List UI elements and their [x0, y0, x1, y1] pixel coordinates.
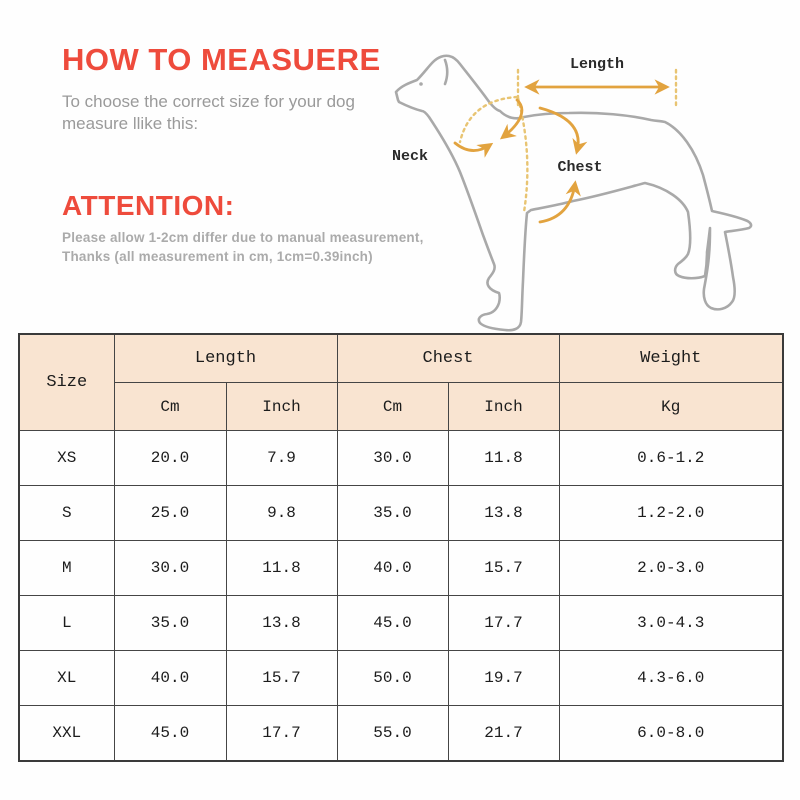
length-inch-cell: 7.9 [226, 431, 337, 486]
size-cell: XS [19, 431, 114, 486]
length-inch-cell: 9.8 [226, 486, 337, 541]
table-row [19, 541, 783, 596]
col-header-size: Size [19, 334, 114, 431]
subheader-chest-cm: Cm [337, 383, 448, 431]
chest-cm-cell: 50.0 [337, 651, 448, 706]
weight-kg-cell: 3.0-4.3 [559, 596, 783, 651]
chest-inch-cell: 15.7 [448, 541, 559, 596]
subheader-weight-kg: Kg [559, 383, 783, 431]
dog-eye [419, 82, 423, 86]
chest-cm-cell: 30.0 [337, 431, 448, 486]
attention-line2: Thanks (all measurement in cm, 1cm=0.39inch) [62, 249, 373, 264]
table-row [19, 486, 783, 541]
attention-line1: Please allow 1-2cm differ due to manual measurement, [62, 230, 424, 245]
table-row [19, 651, 783, 706]
weight-kg-cell: 0.6-1.2 [559, 431, 783, 486]
length-inch-cell: 15.7 [226, 651, 337, 706]
table-subheader-row [19, 383, 783, 431]
chest-inch-cell: 17.7 [448, 596, 559, 651]
dog-ear-line [445, 60, 447, 84]
size-cell: S [19, 486, 114, 541]
chest-cm-cell: 40.0 [337, 541, 448, 596]
subheader-length-cm: Cm [114, 383, 226, 431]
chest-dash-arc [518, 98, 527, 212]
table-row [19, 706, 783, 762]
col-header-weight: Weight [559, 334, 783, 383]
size-table [18, 333, 784, 762]
weight-kg-cell: 4.3-6.0 [559, 651, 783, 706]
chest-inch-cell: 21.7 [448, 706, 559, 762]
neck-girth-arrow [455, 143, 490, 151]
col-header-length: Length [114, 334, 337, 383]
length-inch-cell: 11.8 [226, 541, 337, 596]
length-inch-cell: 17.7 [226, 706, 337, 762]
subtitle [62, 91, 392, 135]
length-inch-cell: 13.8 [226, 596, 337, 651]
size-cell: XL [19, 651, 114, 706]
size-cell: XXL [19, 706, 114, 762]
chest-cm-cell: 55.0 [337, 706, 448, 762]
attention-heading: ATTENTION: [62, 190, 235, 221]
size-cell: M [19, 541, 114, 596]
col-header-chest: Chest [337, 334, 559, 383]
size-cell: L [19, 596, 114, 651]
chest-label: Chest [557, 159, 603, 176]
table-row [19, 431, 783, 486]
subtitle-line2: measure llike this: [62, 114, 199, 133]
table-group-header-row [19, 334, 783, 383]
chest-inch-cell: 19.7 [448, 651, 559, 706]
length-cm-cell: 35.0 [114, 596, 226, 651]
subheader-length-inch: Inch [226, 383, 337, 431]
subheader-chest-inch: Inch [448, 383, 559, 431]
length-label: Length [569, 56, 625, 73]
weight-kg-cell: 2.0-3.0 [559, 541, 783, 596]
length-cm-cell: 30.0 [114, 541, 226, 596]
subtitle-line1: To choose the correct size for your dog [62, 92, 355, 111]
chest-inch-cell: 11.8 [448, 431, 559, 486]
chest-cm-cell: 35.0 [337, 486, 448, 541]
weight-kg-cell: 1.2-2.0 [559, 486, 783, 541]
length-cm-cell: 40.0 [114, 651, 226, 706]
length-cm-cell: 25.0 [114, 486, 226, 541]
page-title: HOW TO MEASUERE [62, 42, 381, 77]
length-cm-cell: 20.0 [114, 431, 226, 486]
dog-measurement-diagram [383, 40, 800, 340]
length-cm-cell: 45.0 [114, 706, 226, 762]
chest-girth-bottom-arrow [540, 184, 575, 222]
chest-inch-cell: 13.8 [448, 486, 559, 541]
table-row [19, 596, 783, 651]
neck-label: Neck [392, 148, 429, 165]
weight-kg-cell: 6.0-8.0 [559, 706, 783, 762]
neck-dash-arc [460, 97, 517, 142]
chest-cm-cell: 45.0 [337, 596, 448, 651]
